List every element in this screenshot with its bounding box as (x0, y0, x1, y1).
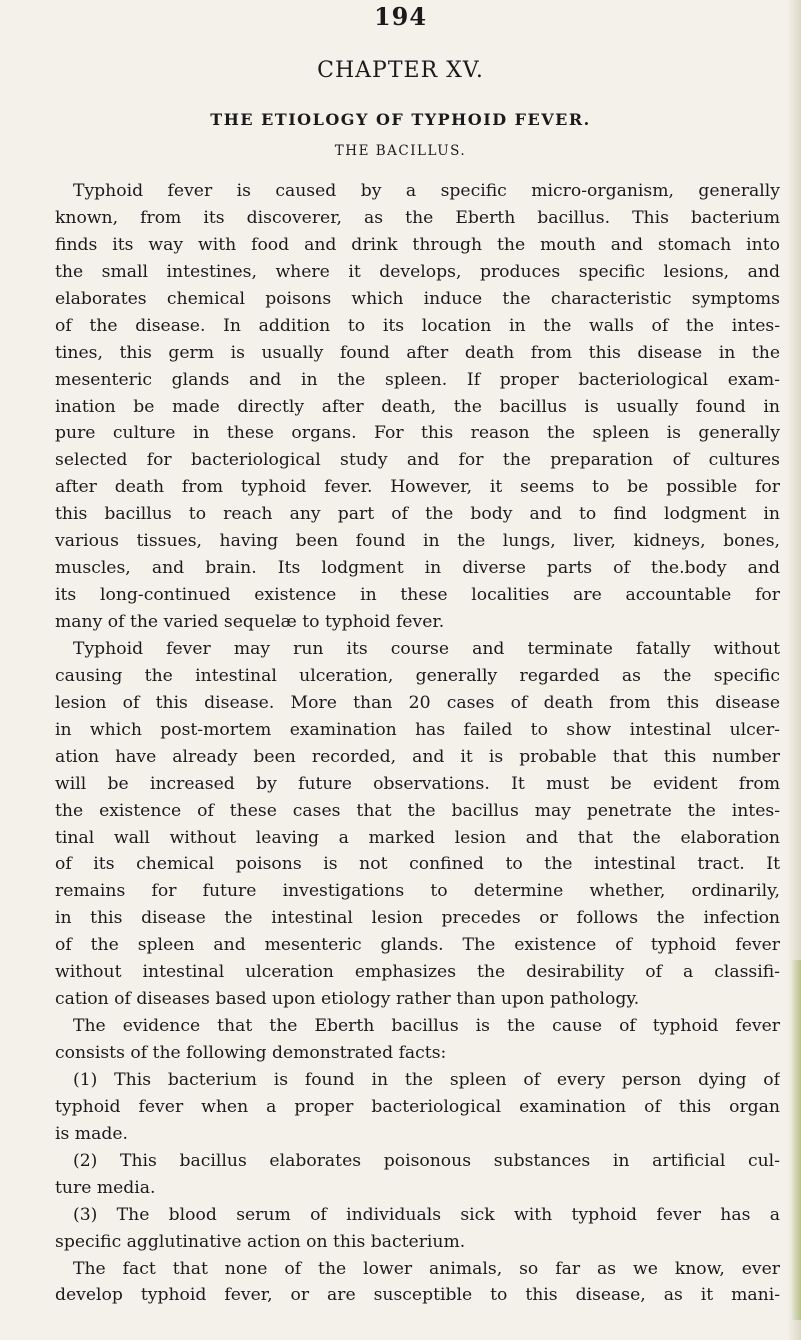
text-line: in which post-mortem examination has failed to show intestinal ulcer- (55, 719, 780, 740)
text-line: ination be made directly after death, the bacillus is usually found in (55, 396, 780, 417)
text-line: (1) This bacterium is found in the spleen of every person dying of (73, 1069, 780, 1090)
text-line: in this disease the intestinal lesion precedes or follows the infection (55, 908, 780, 929)
text-line: tinal wall without leaving a marked lesion and that the elaboration (55, 827, 780, 848)
text-line: of its chemical poisons is not confined to the intestinal tract. It (55, 854, 780, 875)
text-line: the small intestines, where it develops, produces specific lesions, and (55, 261, 780, 282)
text-line: of the spleen and mesenteric glands. The existence of typhoid fever (55, 935, 780, 956)
text-line: muscles, and brain. Its lodgment in diverse parts of the.body and (55, 558, 780, 579)
text-line: The evidence that the Eberth bacillus is the cause of typhoid fever (73, 1016, 780, 1037)
text-line: ture media. (55, 1177, 156, 1198)
text-line: selected for bacteriological study and for the preparation of cultures (55, 450, 780, 471)
text-line: finds its way with food and drink through the mouth and stomach into (55, 234, 780, 255)
section-title: THE ETIOLOGY OF TYPHOID FEVER. (210, 110, 591, 129)
text-line: many of the varied sequelæ to typhoid fever. (55, 612, 445, 632)
text-line: its long-continued existence in these localities are accountable for (55, 585, 780, 606)
body-text (55, 178, 780, 1309)
text-line: tines, this germ is usually found after death from this disease in the (55, 342, 780, 363)
text-line: is made. (55, 1123, 128, 1144)
text-line: of the disease. In addition to its location in the walls of the intes- (55, 315, 780, 336)
text-line: ation have already been recorded, and it is probable that this number (55, 746, 780, 767)
text-line: pure culture in these organs. For this reason the spleen is generally (55, 423, 780, 444)
text-line: this bacillus to reach any part of the body and to find lodgment in (55, 504, 780, 525)
text-line: the existence of these cases that the bacillus may penetrate the intes- (55, 800, 780, 821)
text-line: various tissues, having been found in the lungs, liver, kidneys, bones, (55, 531, 780, 552)
page-edge-stain (791, 960, 801, 1320)
text-line: without intestinal ulceration emphasizes the desirability of a classifi- (55, 962, 780, 983)
subsection-title: THE BACILLUS. (334, 143, 467, 159)
text-line: specific agglutinative action on this bacterium. (55, 1231, 466, 1252)
text-line: mesenteric glands and in the spleen. If proper bacteriological exam- (55, 369, 780, 390)
text-line: elaborates chemical poisons which induce the characteristic symptoms (55, 288, 780, 309)
text-line: known, from its discoverer, as the Eberth bacillus. This bacterium (55, 207, 780, 228)
text-line: Typhoid fever may run its course and terminate fatally without (73, 638, 780, 659)
text-line: The fact that none of the lower animals, so far as we know, ever (73, 1258, 780, 1279)
text-line: cation of diseases based upon etiology rather than upon pathology. (55, 989, 640, 1010)
text-line: causing the intestinal ulceration, generally regarded as the specific (55, 665, 780, 686)
text-line: typhoid fever when a proper bacteriological examination of this organ (55, 1096, 780, 1117)
page-number: 194 (373, 2, 428, 31)
text-line: remains for future investigations to determine whether, ordinarily, (55, 881, 780, 902)
text-line: develop typhoid fever, or are susceptible to this disease, as it mani- (55, 1285, 780, 1306)
text-line: Typhoid fever is caused by a specific micro-organism, generally (73, 181, 780, 201)
text-line: (3) The blood serum of individuals sick with typhoid fever has a (73, 1204, 780, 1225)
text-line: after death from typhoid fever. However, it seems to be possible for (55, 477, 780, 498)
text-line: lesion of this disease. More than 20 cases of death from this disease (55, 692, 780, 713)
chapter-title: CHAPTER XV. (317, 58, 484, 83)
text-line: consists of the following demonstrated facts: (55, 1043, 447, 1063)
text-line: will be increased by future observations. It must be evident from (55, 773, 780, 794)
text-line: (2) This bacillus elaborates poisonous substances in artificial cul- (73, 1150, 780, 1171)
